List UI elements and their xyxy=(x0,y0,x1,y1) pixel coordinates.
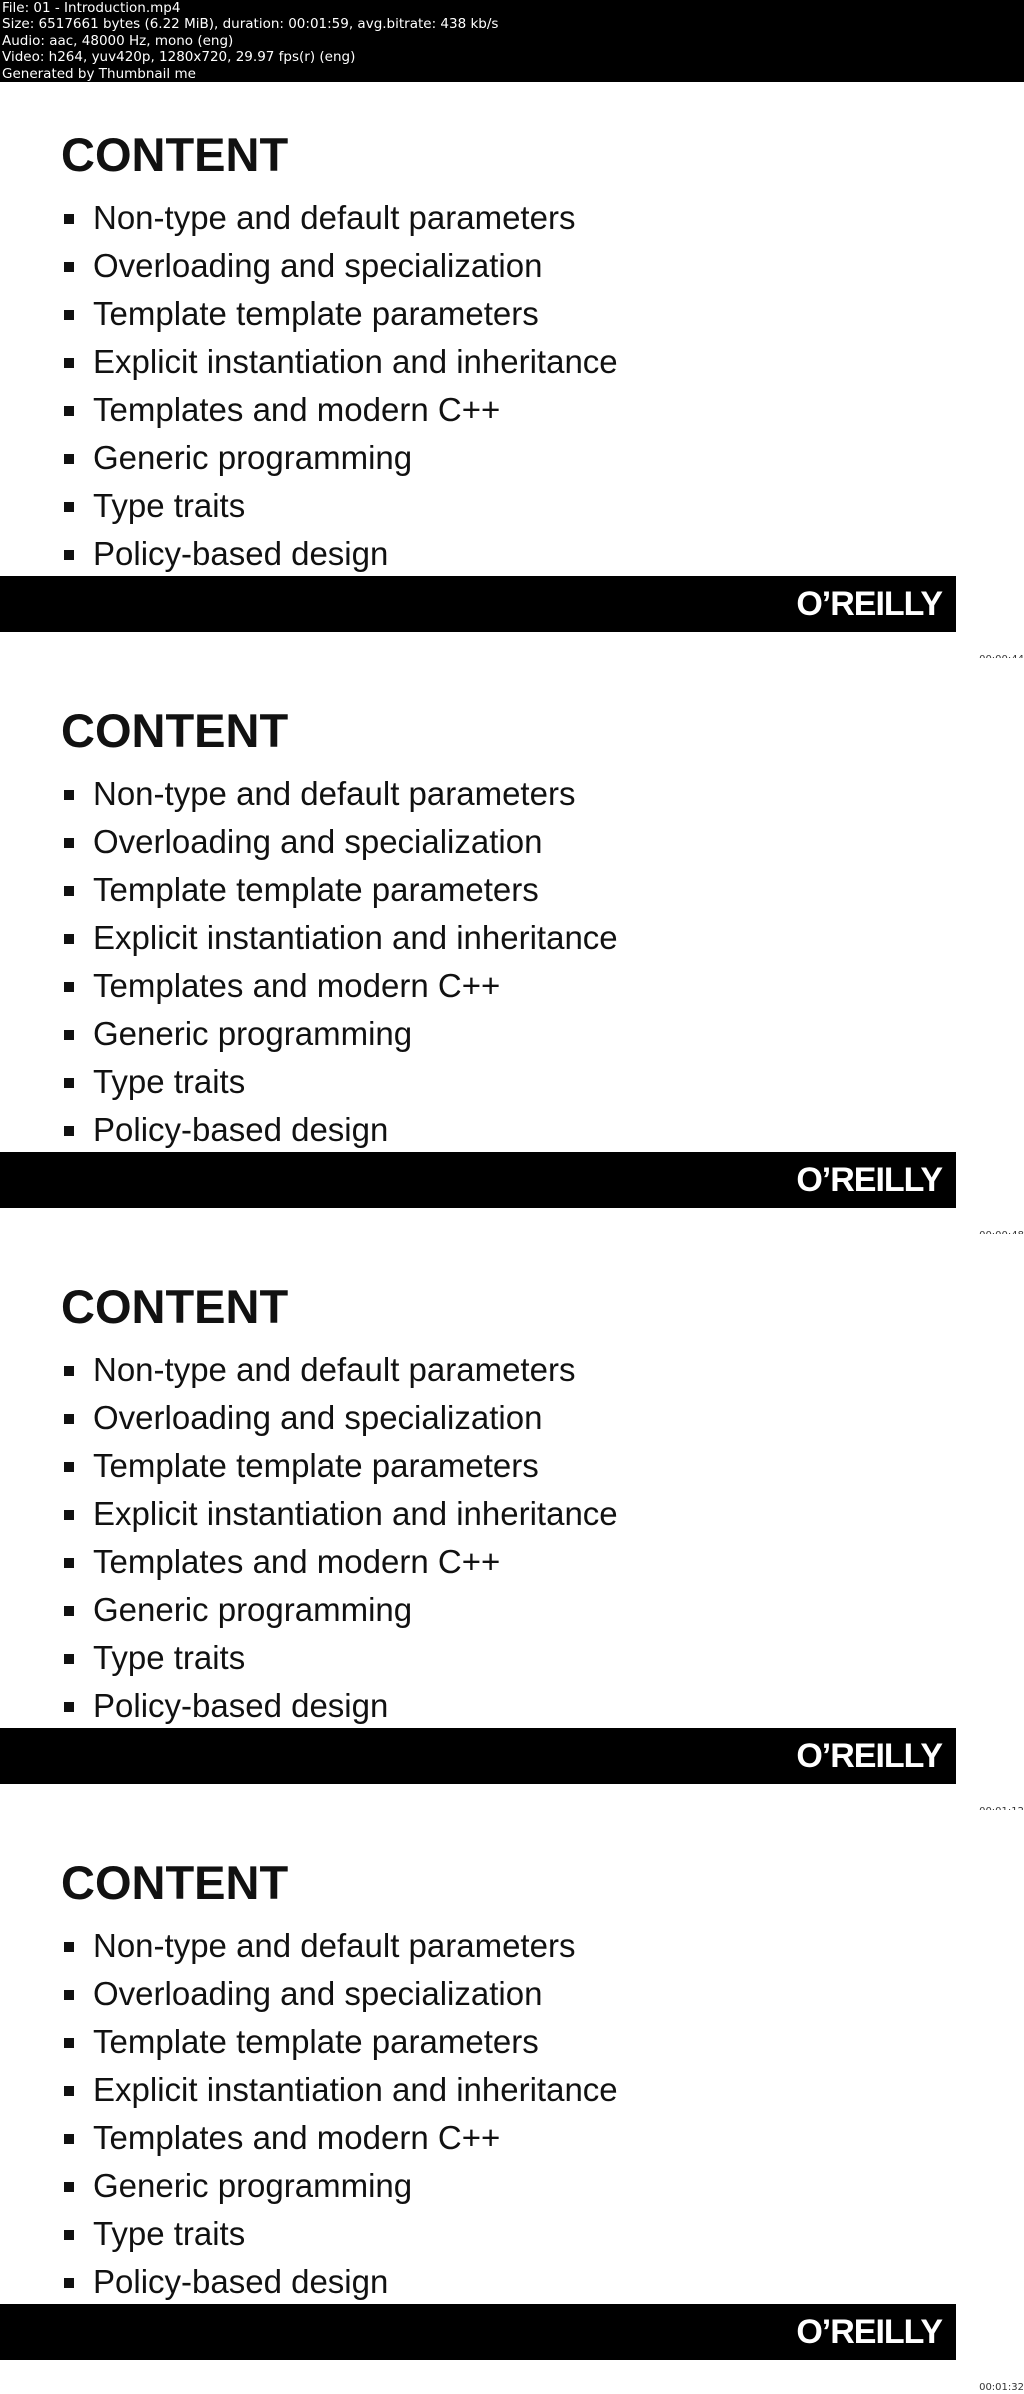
list-item xyxy=(62,1346,618,1394)
list-item-label: Policy-based design xyxy=(93,535,389,572)
list-item-label: Explicit instantiation and inheritance xyxy=(93,2071,618,2108)
info-file: File: 01 - Introduction.mp4 xyxy=(2,0,181,16)
footer-bar xyxy=(0,2304,956,2360)
square-bullet-icon xyxy=(64,1654,74,1664)
square-bullet-icon xyxy=(64,2230,74,2240)
square-bullet-icon xyxy=(64,1510,74,1520)
slide-title: CONTENT xyxy=(61,128,289,181)
thumbnail-frame-3 xyxy=(0,1234,1024,1810)
slide-title: CONTENT xyxy=(61,1856,289,1909)
list-item xyxy=(62,1442,618,1490)
content-list xyxy=(62,770,618,1154)
oreilly-logo: O’REILLY xyxy=(796,1161,942,1199)
square-bullet-icon xyxy=(64,982,74,992)
list-item xyxy=(62,914,618,962)
list-item xyxy=(62,1586,618,1634)
square-bullet-icon xyxy=(64,1462,74,1472)
list-item-label: Templates and modern C++ xyxy=(93,2119,501,2156)
info-video: Video: h264, yuv420p, 1280x720, 29.97 fps(r) (eng) xyxy=(2,49,356,66)
list-item xyxy=(62,1682,618,1730)
list-item xyxy=(62,386,618,434)
slide-title: CONTENT xyxy=(61,704,289,757)
thumbnail-frame-4 xyxy=(0,1810,1024,2393)
square-bullet-icon xyxy=(64,406,74,416)
list-item-label: Generic programming xyxy=(93,439,413,476)
square-bullet-icon xyxy=(64,454,74,464)
square-bullet-icon xyxy=(64,550,74,560)
list-item xyxy=(62,242,618,290)
square-bullet-icon xyxy=(64,2086,74,2096)
thumbnail-frame-1 xyxy=(0,82,1024,658)
list-item xyxy=(62,1010,618,1058)
list-item-label: Explicit instantiation and inheritance xyxy=(93,919,618,956)
square-bullet-icon xyxy=(64,1990,74,2000)
square-bullet-icon xyxy=(64,1078,74,1088)
list-item-label: Overloading and specialization xyxy=(93,1975,543,2012)
list-item xyxy=(62,434,618,482)
square-bullet-icon xyxy=(64,1414,74,1424)
list-item-label: Non-type and default parameters xyxy=(93,199,576,236)
list-item-label: Policy-based design xyxy=(93,1687,389,1724)
list-item xyxy=(62,2210,618,2258)
info-audio: Audio: aac, 48000 Hz, mono (eng) xyxy=(2,32,234,49)
square-bullet-icon xyxy=(64,1942,74,1952)
list-item-label: Type traits xyxy=(93,1063,246,1100)
slide-title: CONTENT xyxy=(61,1280,289,1333)
list-item xyxy=(62,2162,618,2210)
list-item xyxy=(62,530,618,578)
list-item xyxy=(62,818,618,866)
square-bullet-icon xyxy=(64,262,74,272)
list-item xyxy=(62,1394,618,1442)
list-item xyxy=(62,1106,618,1154)
list-item-label: Overloading and specialization xyxy=(93,823,543,860)
list-item-label: Template template parameters xyxy=(93,2023,539,2060)
square-bullet-icon xyxy=(64,214,74,224)
square-bullet-icon xyxy=(64,1366,74,1376)
oreilly-logo: O’REILLY xyxy=(796,585,942,623)
content-list xyxy=(62,194,618,578)
square-bullet-icon xyxy=(64,790,74,800)
footer-bar xyxy=(0,1728,956,1784)
list-item-label: Overloading and specialization xyxy=(93,1399,543,1436)
list-item-label: Non-type and default parameters xyxy=(93,1927,576,1964)
list-item xyxy=(62,290,618,338)
info-generator: Generated by Thumbnail me xyxy=(2,65,196,82)
square-bullet-icon xyxy=(64,1606,74,1616)
square-bullet-icon xyxy=(64,2038,74,2048)
list-item-label: Template template parameters xyxy=(93,871,539,908)
square-bullet-icon xyxy=(64,934,74,944)
list-item-label: Type traits xyxy=(93,487,246,524)
list-item xyxy=(62,1970,618,2018)
list-item xyxy=(62,194,618,242)
list-item-label: Non-type and default parameters xyxy=(93,775,576,812)
square-bullet-icon xyxy=(64,2134,74,2144)
square-bullet-icon xyxy=(64,1030,74,1040)
square-bullet-icon xyxy=(64,838,74,848)
content-list xyxy=(62,1346,618,1730)
list-item xyxy=(62,338,618,386)
list-item xyxy=(62,2066,618,2114)
list-item-label: Generic programming xyxy=(93,2167,413,2204)
list-item xyxy=(62,866,618,914)
square-bullet-icon xyxy=(64,1126,74,1136)
info-size: Size: 6517661 bytes (6.22 MiB), duration: 00:01:59, avg.bitrate: 438 kb/s xyxy=(2,16,499,33)
list-item xyxy=(62,1634,618,1682)
square-bullet-icon xyxy=(64,2182,74,2192)
list-item-label: Explicit instantiation and inheritance xyxy=(93,343,618,380)
footer-bar xyxy=(0,1152,956,1208)
frame-timestamp: 00:01:32 xyxy=(979,2382,1024,2393)
list-item xyxy=(62,1538,618,1586)
list-item xyxy=(62,962,618,1010)
list-item-label: Templates and modern C++ xyxy=(93,967,501,1004)
square-bullet-icon xyxy=(64,1558,74,1568)
list-item xyxy=(62,482,618,530)
list-item xyxy=(62,1058,618,1106)
list-item-label: Non-type and default parameters xyxy=(93,1351,576,1388)
oreilly-logo: O’REILLY xyxy=(796,2313,942,2351)
list-item xyxy=(62,1922,618,1970)
list-item xyxy=(62,2258,618,2306)
list-item-label: Overloading and specialization xyxy=(93,247,543,284)
square-bullet-icon xyxy=(64,310,74,320)
square-bullet-icon xyxy=(64,2278,74,2288)
list-item-label: Type traits xyxy=(93,2215,246,2252)
content-list xyxy=(62,1922,618,2306)
list-item xyxy=(62,2018,618,2066)
square-bullet-icon xyxy=(64,886,74,896)
list-item-label: Templates and modern C++ xyxy=(93,1543,501,1580)
oreilly-logo: O’REILLY xyxy=(796,1737,942,1775)
list-item-label: Explicit instantiation and inheritance xyxy=(93,1495,618,1532)
list-item-label: Generic programming xyxy=(93,1591,413,1628)
video-info-header xyxy=(0,0,1024,82)
list-item-label: Template template parameters xyxy=(93,295,539,332)
list-item-label: Policy-based design xyxy=(93,1111,389,1148)
list-item-label: Type traits xyxy=(93,1639,246,1676)
square-bullet-icon xyxy=(64,1702,74,1712)
list-item xyxy=(62,1490,618,1538)
list-item-label: Policy-based design xyxy=(93,2263,389,2300)
list-item-label: Templates and modern C++ xyxy=(93,391,501,428)
list-item-label: Template template parameters xyxy=(93,1447,539,1484)
list-item xyxy=(62,2114,618,2162)
list-item xyxy=(62,770,618,818)
thumbnail-frame-2 xyxy=(0,658,1024,1234)
footer-bar xyxy=(0,576,956,632)
list-item-label: Generic programming xyxy=(93,1015,413,1052)
square-bullet-icon xyxy=(64,358,74,368)
square-bullet-icon xyxy=(64,502,74,512)
